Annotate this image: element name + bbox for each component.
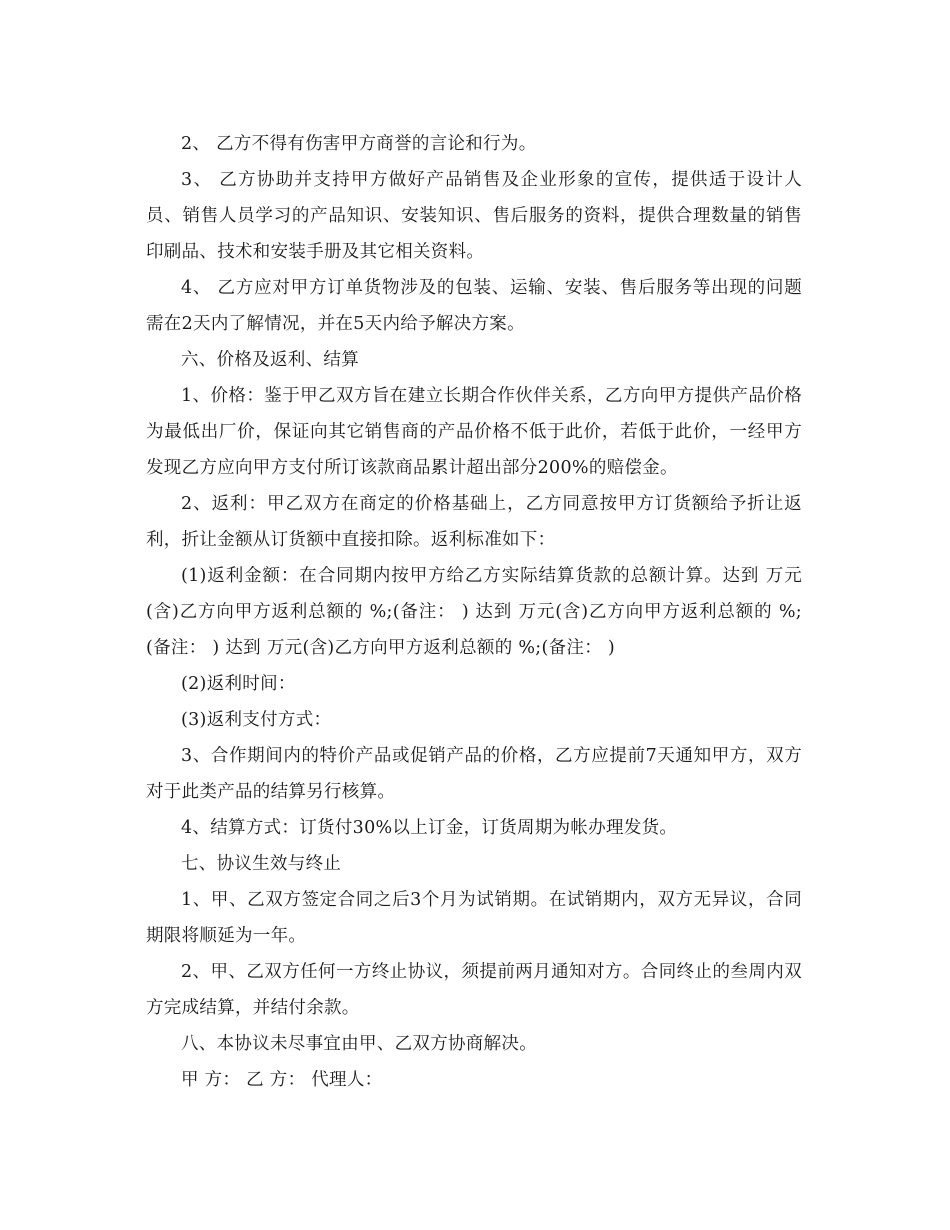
paragraph-settlement: 4、结算方式：订货付30%以上订金，订货周期为帐办理发货。 bbox=[181, 818, 678, 838]
signature-line: 甲 方： 乙 方： 代理人： bbox=[181, 1070, 383, 1090]
paragraph-clause-2: 2、 乙方不得有伤害甲方商誉的言论和行为。 bbox=[181, 134, 537, 154]
section-heading-effect-termination: 七、协议生效与终止 bbox=[181, 854, 342, 874]
paragraph-termination: 2、甲、乙双方任何一方终止协议，须提前两月通知对方。合同终止的叁周内双方完成结算，并结付余款。 bbox=[146, 962, 802, 1018]
paragraph-rebate-payment: (3)返利支付方式： bbox=[181, 710, 332, 730]
paragraph-clause-4: 4、 乙方应对甲方订单货物涉及的包装、运输、安装、售后服务等出现的问题需在2天内了解情况，并在5天内给予解决方案。 bbox=[146, 278, 802, 334]
section-heading-other-matters: 八、本协议未尽事宜由甲、乙双方协商解决。 bbox=[181, 1034, 537, 1054]
paragraph-price: 1、价格：鉴于甲乙双方旨在建立长期合作伙伴关系，乙方向甲方提供产品价格为最低出厂价，保证向其它销售商的产品价格不低于此价，若低于此价，一经甲方发现乙方应向甲方支付所订该款商品累计超出部分200%的赔偿金。 bbox=[146, 386, 802, 478]
document-body bbox=[146, 126, 802, 1098]
paragraph-rebate-time: (2)返利时间： bbox=[181, 674, 296, 694]
paragraph-rebate: 2、返利：甲乙双方在商定的价格基础上，乙方同意按甲方订货额给予折让返利，折让金额从订货额中直接扣除。返利标准如下： bbox=[146, 494, 802, 550]
paragraph-trial-period: 1、甲、乙双方签定合同之后3个月为试销期。在试销期内，双方无异议，合同期限将顺延为一年。 bbox=[146, 890, 802, 946]
section-heading-price-rebate: 六、价格及返利、结算 bbox=[181, 350, 359, 370]
paragraph-special-price: 3、合作期间内的特价产品或促销产品的价格，乙方应提前7天通知甲方，双方对于此类产品的结算另行核算。 bbox=[146, 746, 802, 802]
paragraph-rebate-amount: (1)返利金额：在合同期内按甲方给乙方实际结算货款的总额计算。达到 万元(含)乙方向甲方返利总额的 %;(备注： ) 达到 万元(含)乙方向甲方返利总额的 %;(备注： ) 达到 万元(含)乙方向甲方返利总额的 %;(备注： ) bbox=[146, 566, 802, 658]
paragraph-clause-3: 3、 乙方协助并支持甲方做好产品销售及企业形象的宣传，提供适于设计人员、销售人员学习的产品知识、安装知识、售后服务的资料，提供合理数量的销售印刷品、技术和安装手册及其它相关资料。 bbox=[146, 170, 802, 262]
